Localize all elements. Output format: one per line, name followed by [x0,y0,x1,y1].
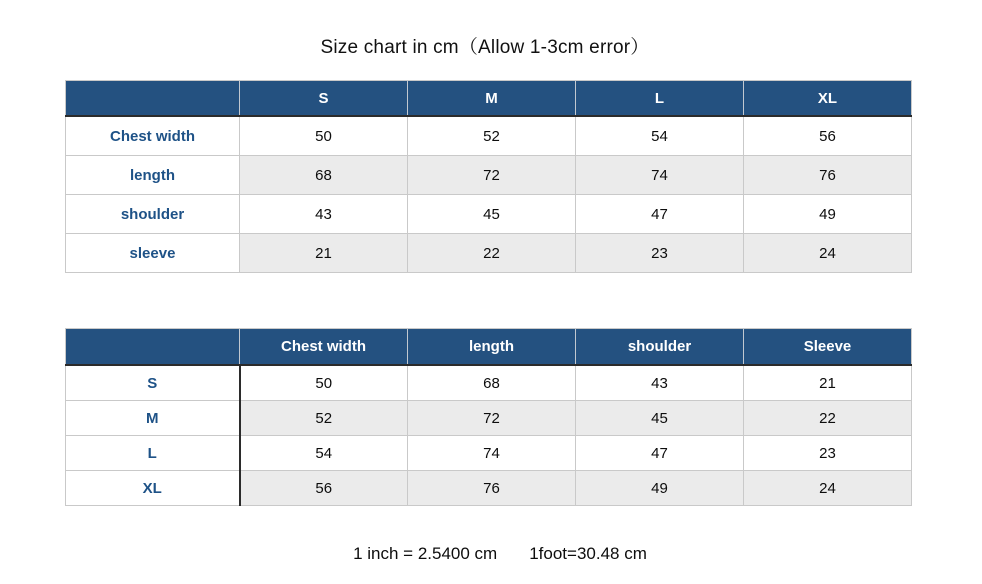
value-cell: 22 [408,234,576,273]
row-label: S [66,365,240,401]
corner-cell [66,81,240,117]
size-chart-by-size [65,328,912,506]
foot-conversion: 1foot=30.48 cm [529,544,647,563]
inch-conversion: 1 inch = 2.5400 cm [353,544,498,563]
corner-cell [66,329,240,366]
row-label: XL [66,471,240,506]
row-label: length [66,156,240,195]
value-cell: 24 [744,471,912,506]
value-cell: 68 [408,365,576,401]
value-cell: 24 [744,234,912,273]
value-cell: 50 [240,365,408,401]
value-cell: 21 [240,234,408,273]
value-cell: 45 [408,195,576,234]
value-cell: 76 [408,471,576,506]
value-cell: 23 [744,436,912,471]
table-row [66,401,912,436]
column-header: shoulder [576,329,744,366]
header-row [66,329,912,366]
value-cell: 72 [408,401,576,436]
value-cell: 49 [576,471,744,506]
table-row [66,156,912,195]
row-label: M [66,401,240,436]
table-row [66,234,912,273]
value-cell: 49 [744,195,912,234]
value-cell: 56 [240,471,408,506]
row-label: shoulder [66,195,240,234]
value-cell: 74 [576,156,744,195]
value-cell: 47 [576,436,744,471]
value-cell: 21 [744,365,912,401]
value-cell: 23 [576,234,744,273]
table-row [66,116,912,156]
value-cell: 72 [408,156,576,195]
column-header: Sleeve [744,329,912,366]
row-label: L [66,436,240,471]
value-cell: 76 [744,156,912,195]
column-header: length [408,329,576,366]
conversion-footer [0,544,982,564]
value-cell: 50 [240,116,408,156]
value-cell: 56 [744,116,912,156]
size-chart-by-measurement [65,80,912,273]
value-cell: 22 [744,401,912,436]
value-cell: 43 [576,365,744,401]
value-cell: 52 [408,116,576,156]
column-header: XL [744,81,912,117]
column-header: L [576,81,744,117]
column-header: S [240,81,408,117]
column-header: M [408,81,576,117]
table-row [66,471,912,506]
value-cell: 43 [240,195,408,234]
header-row [66,81,912,117]
table-row [66,436,912,471]
value-cell: 54 [576,116,744,156]
value-cell: 45 [576,401,744,436]
table-row [66,365,912,401]
table-row [66,195,912,234]
value-cell: 68 [240,156,408,195]
value-cell: 74 [408,436,576,471]
column-header: Chest width [240,329,408,366]
value-cell: 47 [576,195,744,234]
value-cell: 52 [240,401,408,436]
row-label: sleeve [66,234,240,273]
value-cell: 54 [240,436,408,471]
page-title: Size chart in cm（Allow 1-3cm error） [320,37,650,58]
row-label: Chest width [66,116,240,156]
